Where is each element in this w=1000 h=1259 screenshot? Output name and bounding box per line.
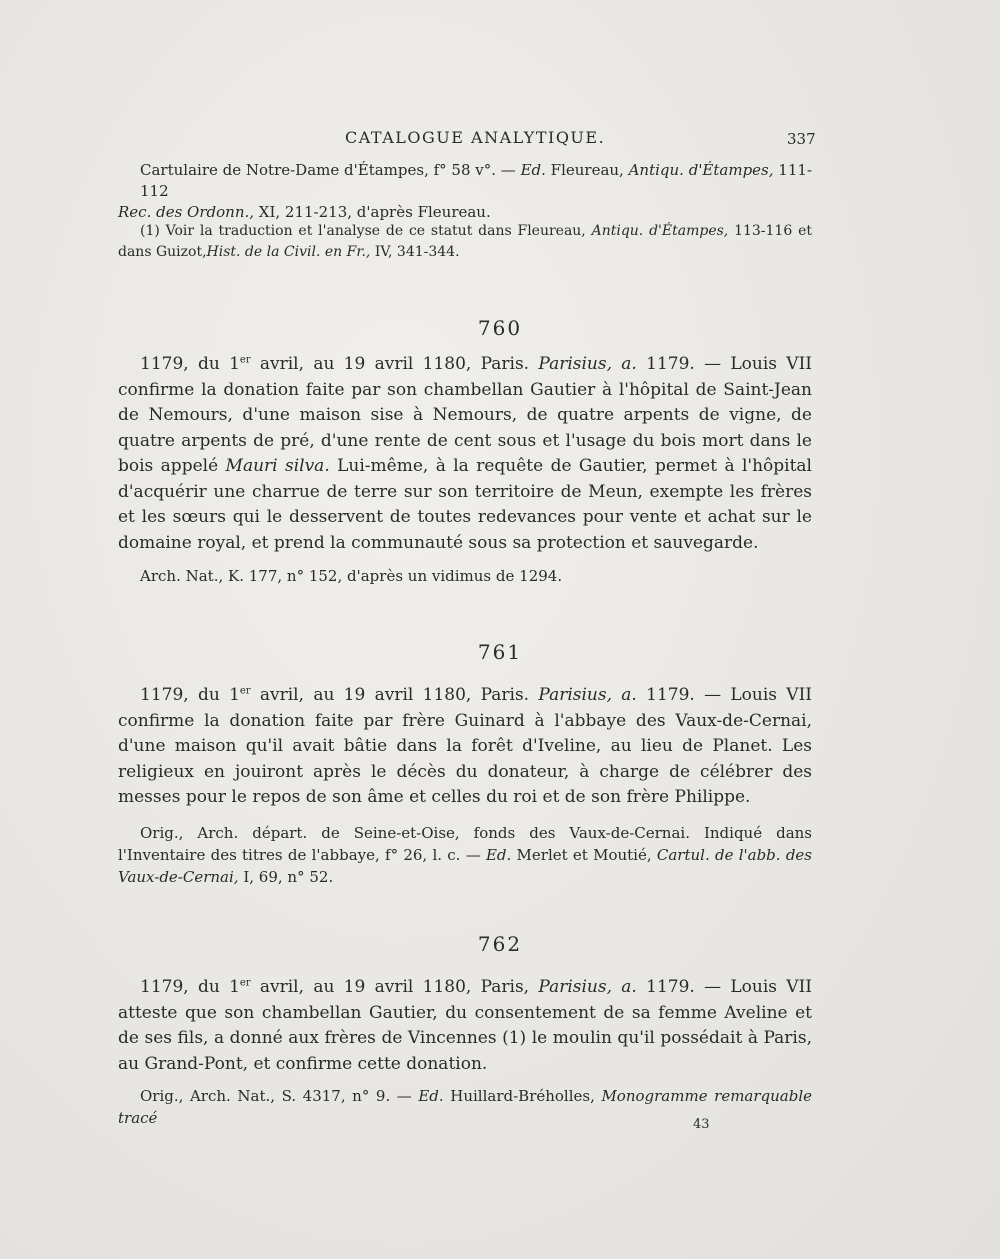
entry-source: Orig., Arch. Nat., S. 4317, n° 9. — Ed. Huillard-Bréholles, Monogramme remarquable tracé xyxy=(118,1087,813,1127)
footnote: (1) Voir la traduction et l'analyse de ce statut dans Fleureau, Antiqu. d'Étampes, 113-116 et dans Guizot,Hist. de la Civil. en Fr., IV, 341-344. xyxy=(118,223,812,260)
entry-source: Orig., Arch. départ. de Seine-et-Oise, fonds des Vaux-de-Cernai. Indiqué dans l'Inventaire des titres de l'abbaye, f° 26, l. c. — Ed. Merlet et Moutié, Cartul. de l'abb. des Vaux-de-Cernai, I, 69, n° 52. xyxy=(118,824,812,886)
entry-source: Arch. Nat., K. 177, n° 152, d'après un vidimus de 1294. xyxy=(140,567,563,585)
page-number: 337 xyxy=(787,130,816,148)
signature-mark: 43 xyxy=(693,1117,710,1132)
entry-number: 761 xyxy=(477,640,523,664)
carryover-source xyxy=(118,160,812,223)
entry-text: 1179, du 1er avril, au 19 avril 1180, Paris, Parisius, a. 1179. — Louis VII atteste que son chambellan Gautier, du consentement de sa femme Aveline et de ses fils, a donné aux frères de Vincennes (1) le moulin qu'il possédait à Paris, au Grand-Pont, et confirme cette donation. xyxy=(118,977,813,1074)
running-title: CATALOGUE ANALYTIQUE. xyxy=(345,128,606,147)
carryover-line-1: Cartulaire de Notre-Dame d'Étampes, f° 58 v°. — Ed. Fleureau, Antiqu. d'Étampes, 111-112 xyxy=(140,161,812,200)
carryover-line-2: Rec. des Ordonn., XI, 211-213, d'après Fleureau. xyxy=(118,203,491,221)
entry-text: 1179, du 1er avril, au 19 avril 1180, Paris. Parisius, a. 1179. — Louis VII confirme la donation faite par son chambellan Gautier à l'hôpital de Saint-Jean de Nemours, d'une maison sise à Nemours, de quatre arpents de vigne, de quatre arpents de pré, d'une rente de cent sous et l'usage du bois mort dans le bois appelé Mauri silva. Lui-même, à la requête de Gautier, permet à l'hôpital d'acquérir une charrue de terre sur son territoire de Meun, exempte les frères et les sœurs qui le desservent de toutes redevances pour vente et achat sur le domaine royal, et prend la communauté sous sa protection et sauvegarde. xyxy=(118,354,813,553)
entry-number: 762 xyxy=(477,932,523,956)
entry-number: 760 xyxy=(477,316,523,340)
entry-text: 1179, du 1er avril, au 19 avril 1180, Paris. Parisius, a. 1179. — Louis VII confirme la donation faite par frère Guinard à l'abbaye des Vaux-de-Cernai, d'une maison qu'il avait bâtie dans la forêt d'Iveline, au lieu de Planet. Les religieux en jouiront après le décès du donateur, à charge de célébrer des messes pour le repos de son âme et celles du roi et de son frère Philippe. xyxy=(118,685,813,807)
